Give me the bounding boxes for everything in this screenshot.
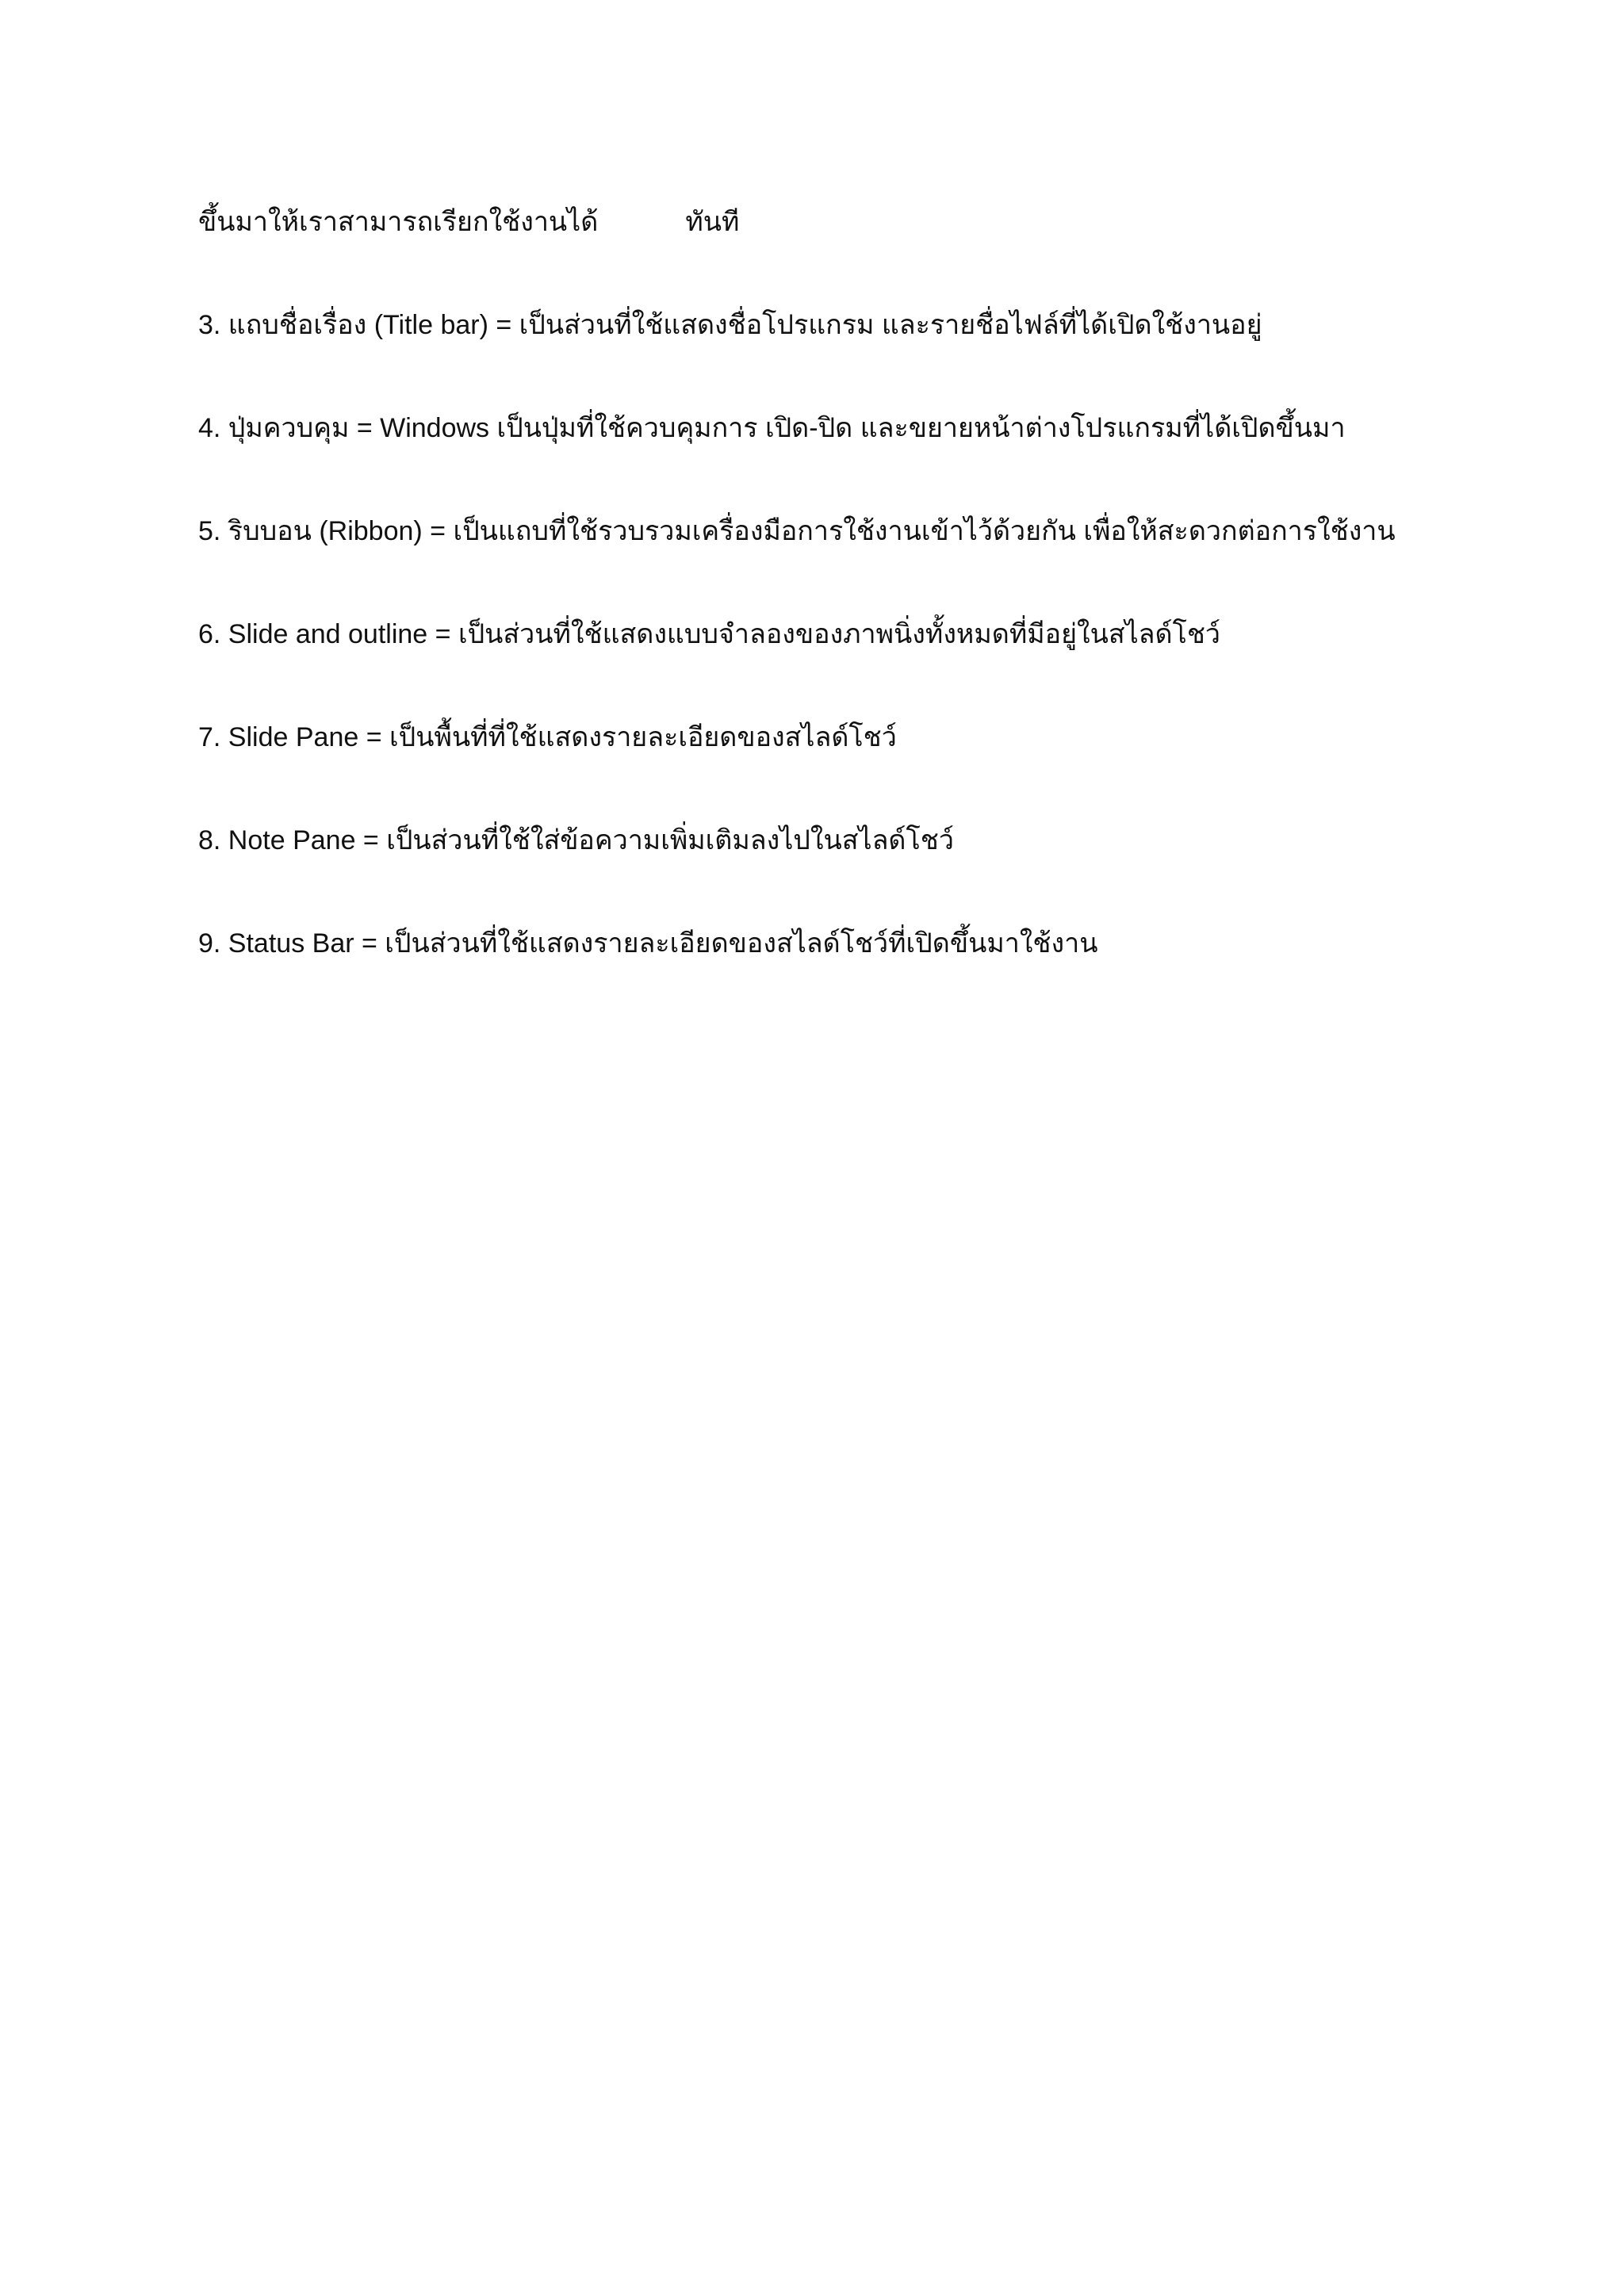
list-item-ribbon: 5. ริบบอน (Ribbon) = เป็นแถบที่ใช้รวบรวมเครื่องมือการใช้งานเข้าไว้ด้วยกัน เพื่อให้สะดวกต่อการใช้งาน: [198, 516, 1396, 546]
list-item-status-bar: 9. Status Bar = เป็นส่วนที่ใช้แสดงรายละเอียดของสไลด์โชว์ที่เปิดขึ้นมาใช้งาน: [198, 928, 1098, 959]
list-item-slide-pane: 7. Slide Pane = เป็นพื้นที่ที่ใช้แสดงรายละเอียดของสไลด์โชว์: [198, 722, 897, 752]
continuation-line: [198, 205, 739, 239]
list-item-slide-outline: 6. Slide and outline = เป็นส่วนที่ใช้แสดงแบบจำลองของภาพนิ่งทั้งหมดที่มีอยู่ในสไลด์โชว์: [198, 619, 1221, 649]
list-item-control-buttons: 4. ปุ่มควบคุม = Windows เป็นปุ่มที่ใช้ควบคุมการ เปิด-ปิด และขยายหน้าต่างโปรแกรมที่ได้เปิดขึ้นมา: [198, 413, 1346, 443]
list-item-title-bar: 3. แถบชื่อเรื่อง (Title bar) = เป็นส่วนที่ใช้แสดงชื่อโปรแกรม และรายชื่อไฟล์ที่ได้เปิดใช้งานอยู่: [198, 310, 1262, 340]
continuation-text-end: ทันที: [685, 207, 740, 237]
list-item-note-pane: 8. Note Pane = เป็นส่วนที่ใช้ใส่ข้อความเพิ่มเติมลงไปในสไลด์โชว์: [198, 825, 954, 855]
continuation-text: ขึ้นมาให้เราสามารถเรียกใช้งานได้: [198, 207, 599, 237]
